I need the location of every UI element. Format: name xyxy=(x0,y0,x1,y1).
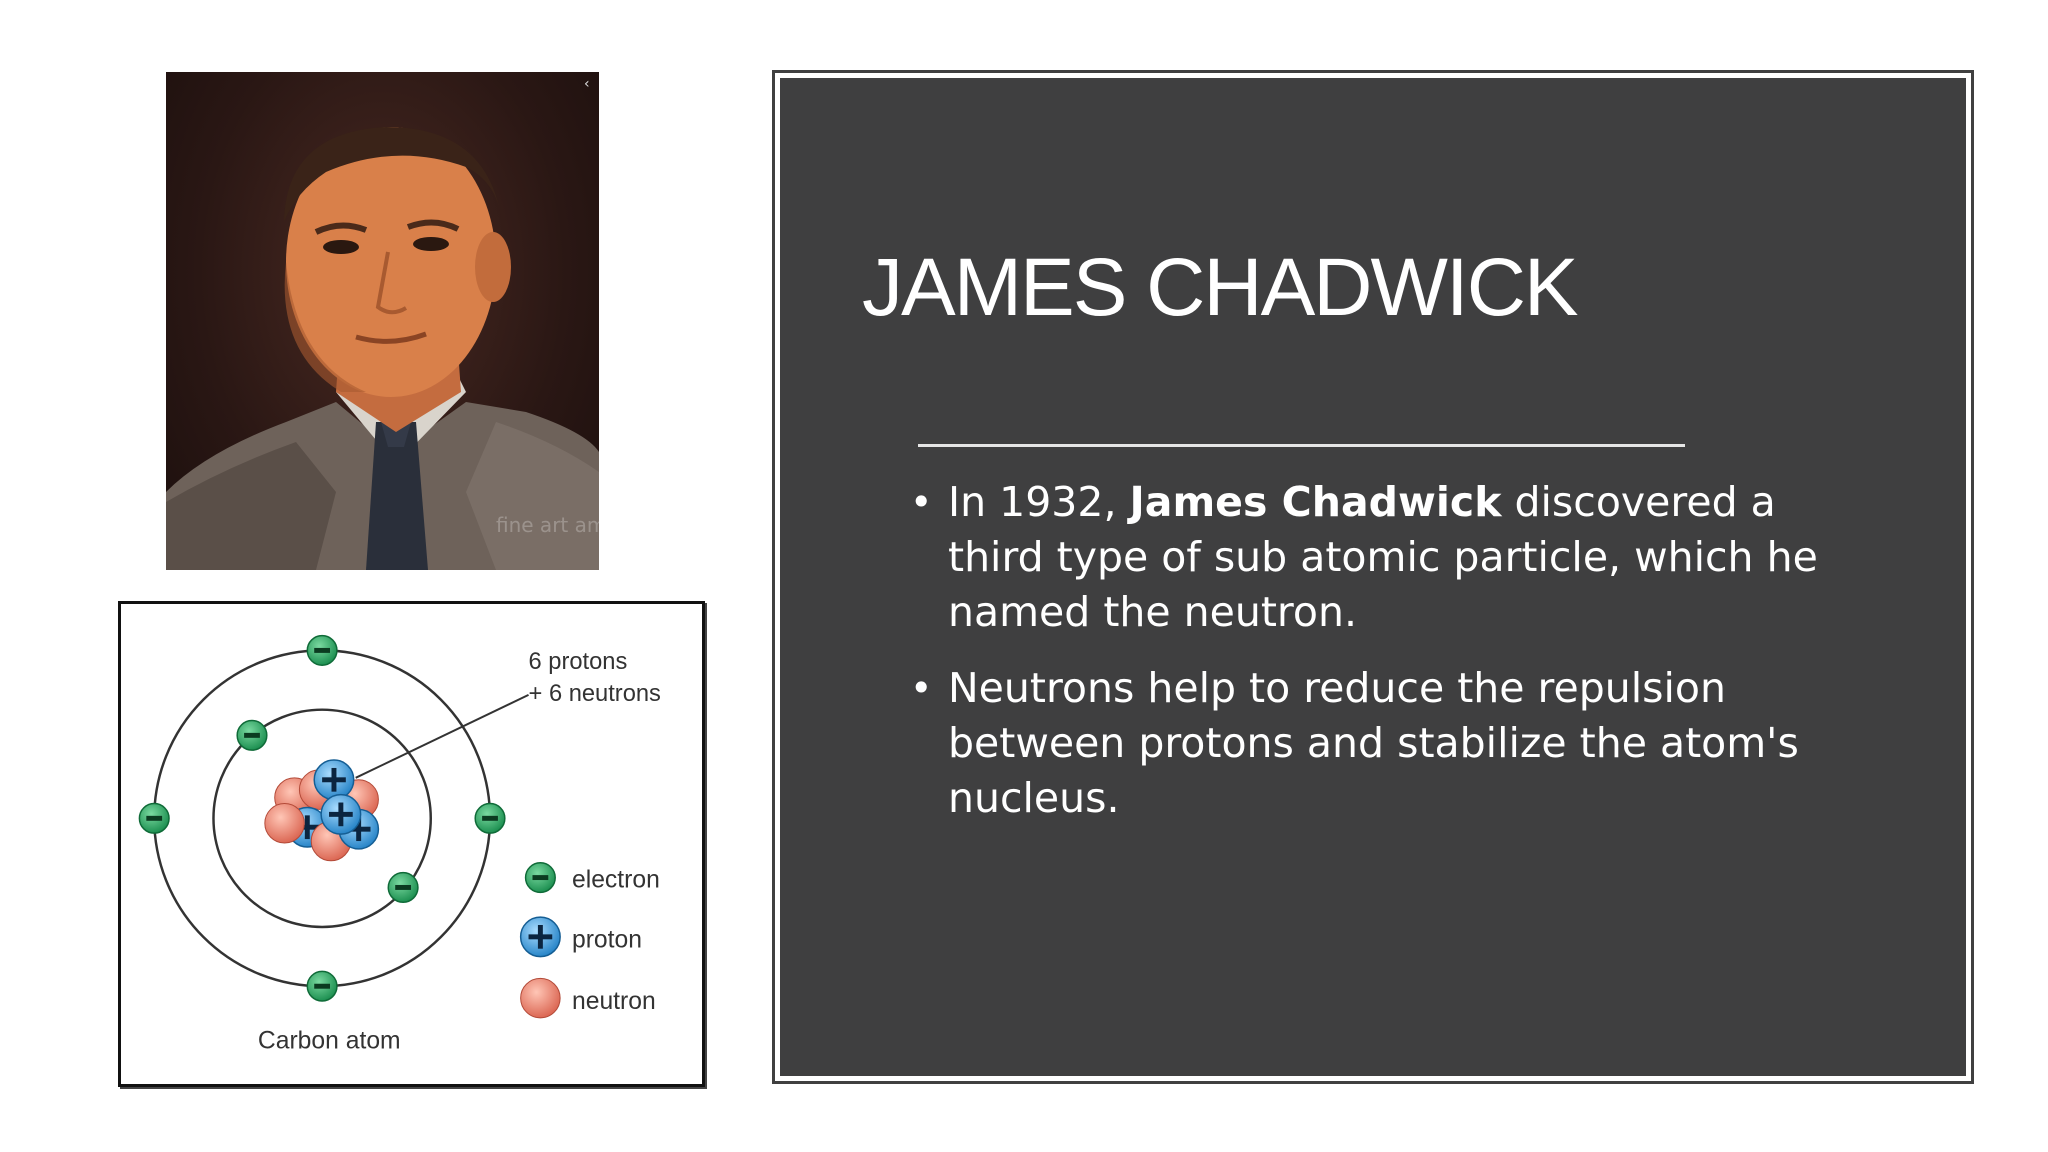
nucleus-label-line2: + 6 neutrons xyxy=(528,680,661,707)
bullet-item xyxy=(910,475,1830,640)
bullet-item xyxy=(910,661,1830,826)
bullet-1-text-start: In 1932, xyxy=(948,478,1130,526)
content-panel-frame xyxy=(772,70,1974,1084)
bullet-1-text-end: discovered a third type of sub atomic particle, which he named the neutron. xyxy=(948,478,1818,636)
electron xyxy=(139,804,169,834)
nucleus-label-line1: 6 protons xyxy=(528,649,628,676)
electron xyxy=(388,873,418,903)
bullet-dot-icon: • xyxy=(910,666,933,710)
legend-neutron-label: neutron xyxy=(571,987,656,1015)
bullet-list xyxy=(910,475,1830,847)
svg-text:‹: ‹ xyxy=(584,76,590,92)
diagram-caption: Carbon atom xyxy=(257,1027,401,1055)
title-divider xyxy=(918,444,1685,447)
portrait-photo xyxy=(166,72,656,570)
slide-title: JAMES CHADWICK xyxy=(862,242,1577,333)
atom-diagram xyxy=(118,601,705,1087)
legend-neutron-icon xyxy=(521,978,561,1018)
bullet-2-text: Neutrons help to reduce the repulsion between protons and stabilize the atom's nucleus. xyxy=(948,664,1799,822)
legend-electron-icon xyxy=(526,863,556,893)
electron xyxy=(307,971,337,1001)
electron xyxy=(307,636,337,666)
watermark: fine art america xyxy=(496,513,656,537)
electron xyxy=(475,804,505,834)
electron xyxy=(237,721,267,751)
legend-electron-label: electron xyxy=(571,866,660,894)
legend-proton-label: proton xyxy=(571,926,643,954)
legend-proton-icon xyxy=(521,917,561,957)
bullet-dot-icon: • xyxy=(910,480,933,524)
content-panel xyxy=(780,78,1966,1076)
bullet-1-bold-name: James Chadwick xyxy=(1129,478,1502,526)
